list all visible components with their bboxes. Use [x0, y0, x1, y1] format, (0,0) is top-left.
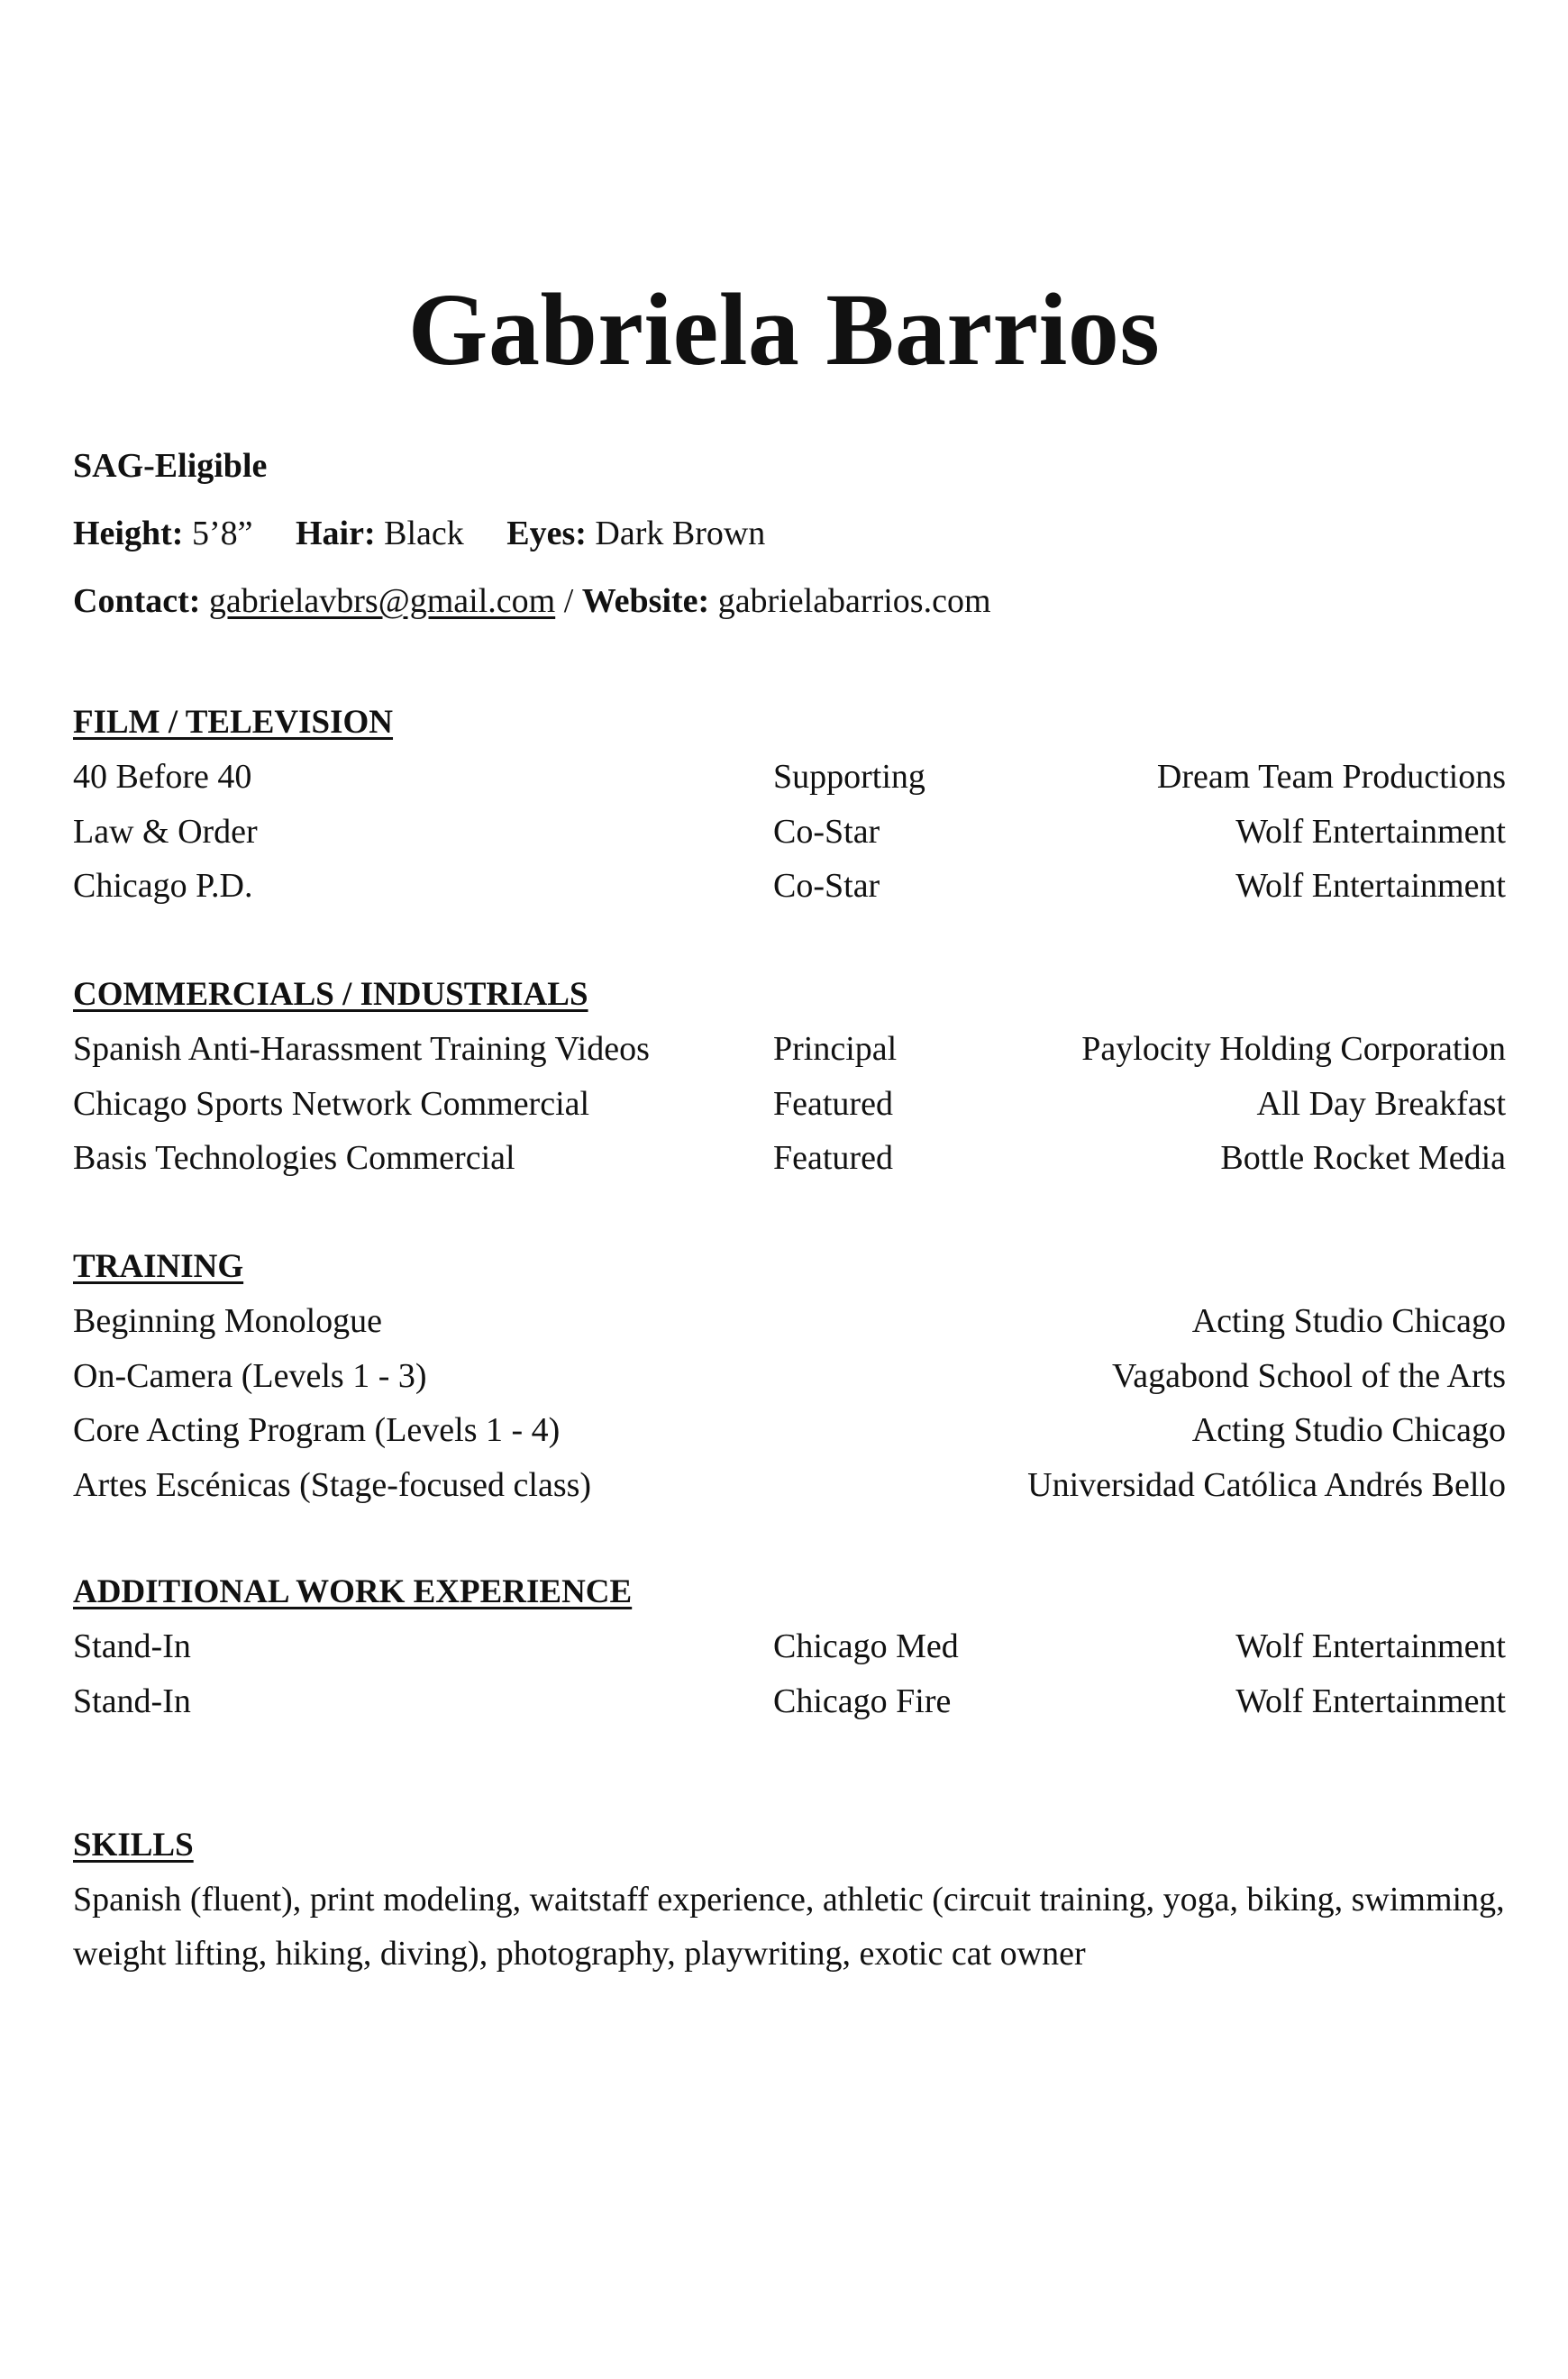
table-row: [73, 1077, 1506, 1132]
height-label: Height:: [73, 515, 184, 552]
hair-value: Black: [384, 515, 464, 552]
credit-title: Spanish Anti-Harassment Training Videos: [73, 1030, 650, 1068]
work-company: Wolf Entertainment: [1235, 1682, 1506, 1720]
eyes-label: Eyes:: [506, 515, 587, 552]
email-link[interactable]: gabrielavbrs@gmail.com: [208, 582, 556, 620]
credit-company: Dream Team Productions: [1156, 758, 1506, 796]
skills-heading: SKILLS: [73, 1827, 194, 1864]
training-school: Vagabond School of the Arts: [1112, 1356, 1506, 1395]
credit-company: Paylocity Holding Corporation: [1081, 1030, 1506, 1068]
table-row: [73, 1349, 1506, 1404]
work-title: Stand-In: [73, 1627, 191, 1665]
film-heading: FILM / TELEVISION: [73, 704, 394, 741]
table-row: [73, 859, 1506, 914]
credit-title: Basis Technologies Commercial: [73, 1139, 515, 1177]
eyes-value: Dark Brown: [595, 515, 766, 552]
credit-company: Wolf Entertainment: [1235, 867, 1506, 905]
table-row: [73, 1403, 1506, 1458]
additional-heading: ADDITIONAL WORK EXPERIENCE: [73, 1573, 633, 1610]
credit-role: Featured: [773, 1084, 893, 1123]
work-show: Chicago Med: [773, 1627, 959, 1665]
additional-work-section: [73, 1565, 1506, 1728]
training-section: [73, 1240, 1506, 1512]
training-school: Acting Studio Chicago: [1191, 1411, 1506, 1449]
skills-section: [73, 1818, 1506, 1981]
credit-company: All Day Breakfast: [1256, 1084, 1506, 1123]
credit-role: Co-Star: [773, 812, 880, 851]
hair-label: Hair:: [295, 515, 376, 552]
credit-company: Wolf Entertainment: [1235, 812, 1506, 851]
table-row: [73, 1458, 1506, 1513]
contact-label: Contact:: [73, 582, 201, 620]
credit-company: Bottle Rocket Media: [1220, 1139, 1506, 1177]
work-company: Wolf Entertainment: [1235, 1627, 1506, 1665]
training-course: Beginning Monologue: [73, 1302, 383, 1340]
training-course: Artes Escénicas (Stage-focused class): [73, 1465, 592, 1504]
table-row: [73, 1674, 1506, 1729]
table-row: [73, 1619, 1506, 1674]
training-school: Universidad Católica Andrés Bello: [1027, 1465, 1506, 1504]
credit-role: Supporting: [773, 758, 925, 796]
credit-title: Law & Order: [73, 812, 258, 851]
skills-line-2: weight lifting, hiking, diving), photography, playwriting, exotic cat owner: [73, 1935, 1086, 1973]
film-television-section: [73, 696, 1506, 914]
page-title: Gabriela Barrios: [407, 272, 1161, 387]
contact-line: [73, 581, 991, 621]
credit-title: Chicago P.D.: [73, 867, 253, 905]
skills-text: [73, 1873, 1506, 1981]
work-title: Stand-In: [73, 1682, 191, 1720]
table-row: [73, 750, 1506, 805]
credit-role: Co-Star: [773, 867, 880, 905]
table-row: [73, 1131, 1506, 1186]
table-row: [73, 1294, 1506, 1349]
table-row: [73, 805, 1506, 860]
commercials-heading: COMMERCIALS / INDUSTRIALS: [73, 976, 588, 1013]
work-show: Chicago Fire: [773, 1682, 952, 1720]
credit-role: Featured: [773, 1139, 893, 1177]
training-course: Core Acting Program (Levels 1 - 4): [73, 1411, 561, 1449]
height-value: 5’8”: [191, 515, 253, 552]
union-status: SAG-Eligible: [73, 447, 268, 485]
skills-line-1: Spanish (fluent), print modeling, waitstaff experience, athletic (circuit training, yoga, biking, swimming,: [73, 1881, 1505, 1919]
contact-separator: /: [563, 582, 574, 620]
training-course: On-Camera (Levels 1 - 3): [73, 1356, 427, 1395]
physical-stats: [73, 514, 765, 553]
training-school: Acting Studio Chicago: [1191, 1302, 1506, 1340]
website-value: gabrielabarrios.com: [717, 582, 991, 620]
credit-title: 40 Before 40: [73, 758, 252, 796]
credit-title: Chicago Sports Network Commercial: [73, 1084, 590, 1123]
credit-role: Principal: [773, 1030, 898, 1068]
table-row: [73, 1022, 1506, 1077]
training-heading: TRAINING: [73, 1248, 244, 1285]
commercials-section: [73, 968, 1506, 1186]
website-label: Website:: [581, 582, 710, 620]
